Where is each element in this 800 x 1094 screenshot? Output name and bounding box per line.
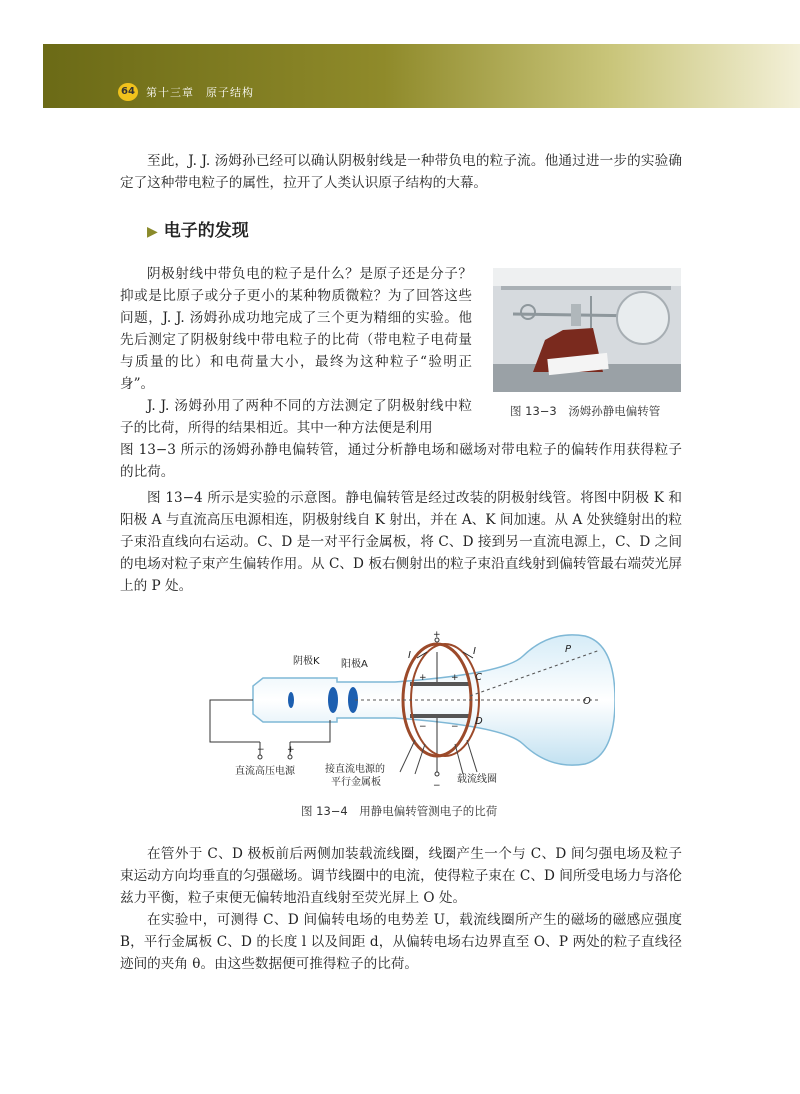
sign-plus-top: + [433, 630, 441, 640]
label-current-2: I [473, 646, 476, 657]
chapter-title: 第十三章 原子结构 [146, 86, 254, 99]
section-heading [147, 216, 249, 241]
measure-paragraph: 在实验中，可测得 C、D 间偏转电场的电势差 U，载流线圈所产生的磁场的磁感应强度 B，平行金属板 C、D 的长度 l 以及间距 d，从偏转电场右边界直至 O、P 两处的粒子直线径迹间的夹角 θ。由这些数据便可推得粒子的比荷。 [120, 912, 682, 972]
sign-minus-bottom: − [433, 781, 441, 791]
label-c: C [475, 672, 482, 683]
sign-plus-plate-2: + [451, 673, 459, 683]
anode-a [328, 687, 338, 713]
label-plates-1: 接直流电源的 [325, 764, 385, 775]
wrap-paragraph-2: J. J. 汤姆孙用了两种不同的方法测定了阴极射线中粒子的比荷，所得的结果相近。其中一种方法便是利用 [120, 398, 472, 436]
sign-plus-hv: + [287, 745, 295, 755]
triangle-icon: ▶ [147, 224, 158, 240]
label-hv-source: 直流高压电源 [235, 766, 295, 777]
label-p: P [565, 644, 572, 655]
fig4-caption: 图 13−4 用静电偏转管测电子的比荷 [301, 804, 498, 818]
label-current-1: I [408, 650, 411, 661]
cathode-k [288, 692, 294, 708]
label-plates-2: 平行金属板 [331, 777, 381, 788]
sign-minus-plate-1: − [419, 722, 427, 732]
wrap-paragraph-1: 阴极射线中带负电的粒子是什么？是原子还是分子？抑或是比原子或分子更小的某种物质微粒？为了回答这些问题，J. J. 汤姆孙成功地完成了三个更为精细的实验。他先后测定了阴极射线中带电粒子的比荷（带电粒子电荷量与质量的比）和电荷量大小，最终为这种粒子“验明正身”。 [120, 266, 472, 392]
label-o: O [583, 696, 591, 707]
sign-minus-hv: − [257, 745, 265, 755]
fig3-caption: 图 13−3 汤姆孙静电偏转管 [510, 404, 661, 418]
figure-13-4 [205, 622, 615, 797]
intro-paragraph: 至此，J. J. 汤姆孙已经可以确认阴极射线是一种带负电的粒子流。他通过进一步的实验确定了这种带电粒子的属性，拉开了人类认识原子结构的大幕。 [120, 153, 682, 191]
coil-paragraph: 在管外于 C、D 极板前后两侧加装载流线圈，线圈产生一个与 C、D 间匀强电场及粒子束运动方向均垂直的匀强磁场。调节线圈中的电流，使得粒子束在 C、D 间所受电场力与洛伦兹力平衡，粒子束便无偏转地沿直线射至荧光屏上 O 处。 [120, 846, 682, 906]
fig4-paragraph: 图 13−4 所示是实验的示意图。静电偏转管是经过改装的阴极射线管。将图中阴极 K 和阳极 A 与直流高压电源相连，阴极射线自 K 射出，并在 A、K 间加速。从 A 处狭缝射出的粒子束沿直线向右运动。C、D 是一对平行金属板，将 C、D 接到另一直流电源上，C、D 之间的电场对粒子束产生偏转作用。从 C、D 板右侧射出的粒子束沿直线射到偏转管最右端荧光屏上的 P 处。 [120, 490, 682, 594]
wrap-paragraph-2-cont: 图 13−3 所示的汤姆孙静电偏转管，通过分析静电场和磁场对带电粒子的偏转作用获得粒子的比荷。 [120, 442, 682, 480]
plate-d [410, 714, 470, 718]
label-anode: 阳极A [341, 659, 368, 670]
section-title-text: 电子的发现 [163, 221, 249, 241]
sign-plus-plate-1: + [419, 673, 427, 683]
tube-photo-art [493, 268, 681, 392]
label-cathode: 阴极K [293, 656, 320, 667]
label-d: D [475, 716, 483, 727]
tube-photo [493, 268, 681, 392]
sign-minus-plate-2: − [451, 722, 459, 732]
label-coil: 载流线圈 [457, 774, 497, 785]
deflection-tube-diagram [205, 622, 615, 797]
page-number: 64 [118, 83, 138, 101]
